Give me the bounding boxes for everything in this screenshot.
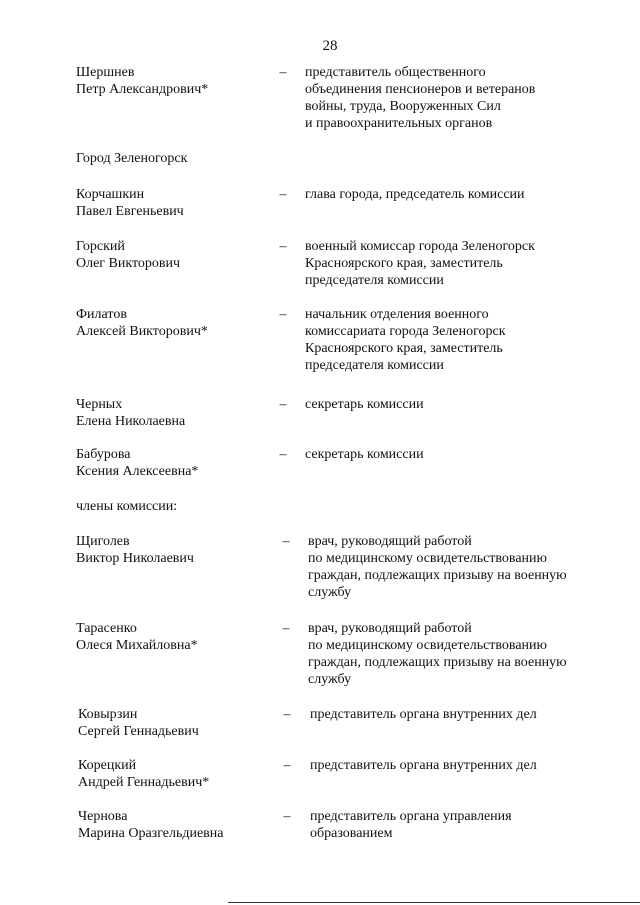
member-surname: Шершнев (76, 65, 135, 80)
member-role (305, 238, 605, 289)
dash-separator: – (283, 707, 291, 722)
member-role (305, 64, 605, 132)
member-surname: Чернова (78, 809, 128, 824)
role-line: объединения пенсионеров и ветеранов (305, 82, 536, 97)
dash-separator: – (279, 187, 287, 202)
role-line: службу (308, 672, 352, 687)
role-line: председателя комиссии (305, 273, 444, 288)
member-given-name: Андрей Геннадьевич* (78, 775, 210, 790)
member-name (78, 757, 273, 791)
role-line: войны, труда, Вооруженных Сил (305, 99, 501, 114)
role-line: представитель органа внутренних дел (310, 758, 537, 773)
page-bottom-rule (228, 902, 640, 903)
member-given-name: Марина Оразгельдиевна (78, 826, 224, 841)
role-line: представитель органа внутренних дел (310, 707, 537, 722)
member-role (310, 706, 610, 723)
role-line: по медицинскому освидетельствованию (308, 551, 548, 566)
role-line: службу (308, 585, 352, 600)
role-line: по медицинскому освидетельствованию (308, 638, 548, 653)
member-surname: Филатов (76, 307, 127, 322)
member-role (308, 620, 608, 688)
member-name (76, 446, 271, 480)
section-heading-members: члены комиссии: (76, 499, 178, 514)
member-name (76, 620, 271, 654)
member-given-name: Ксения Алексеевна* (76, 464, 199, 479)
role-line: образованием (310, 826, 393, 841)
role-line: военный комиссар города Зеленогорск (305, 239, 535, 254)
role-line: врач, руководящий работой (308, 534, 472, 549)
member-name (76, 396, 271, 430)
page-number: 28 (322, 38, 338, 54)
member-given-name: Алексей Викторович* (76, 324, 208, 339)
member-given-name: Виктор Николаевич (76, 551, 194, 566)
role-line: Красноярского края, заместитель (305, 341, 503, 356)
dash-separator: – (279, 65, 287, 80)
role-line: представитель общественного (305, 65, 486, 80)
member-surname: Бабурова (76, 447, 131, 462)
member-name (76, 533, 271, 567)
dash-separator: – (283, 809, 291, 824)
member-given-name: Павел Евгеньевич (76, 204, 184, 219)
role-line: председателя комиссии (305, 358, 444, 373)
role-line: граждан, подлежащих призыву на военную (308, 568, 567, 583)
member-role (310, 757, 610, 774)
section-heading-city: Город Зеленогорск (76, 151, 188, 166)
dash-separator: – (279, 307, 287, 322)
role-line: секретарь комиссии (305, 447, 424, 462)
role-line: начальник отделения военного (305, 307, 489, 322)
role-line: Красноярского края, заместитель (305, 256, 503, 271)
role-line: и правоохранительных органов (305, 116, 493, 131)
dash-separator: – (279, 447, 287, 462)
member-surname: Тарасенко (76, 621, 137, 636)
member-surname: Горский (76, 239, 125, 254)
member-surname: Корецкий (78, 758, 137, 773)
member-surname: Корчашкин (76, 187, 145, 202)
member-name (76, 238, 271, 272)
dash-separator: – (282, 621, 290, 636)
member-name (76, 186, 271, 220)
member-name (76, 64, 271, 98)
role-line: глава города, председатель комиссии (305, 187, 525, 202)
member-name (78, 706, 273, 740)
member-surname: Ковырзин (78, 707, 138, 722)
dash-separator: – (283, 758, 291, 773)
dash-separator: – (279, 397, 287, 412)
member-surname: Черных (76, 397, 123, 412)
member-role (305, 306, 605, 374)
member-role (305, 396, 605, 413)
member-given-name: Олег Викторович (76, 256, 181, 271)
member-given-name: Олеся Михайловна* (76, 638, 198, 653)
member-role (308, 533, 608, 601)
member-surname: Щиголев (76, 534, 130, 549)
member-name (78, 808, 273, 842)
member-role (310, 808, 610, 842)
role-line: граждан, подлежащих призыву на военную (308, 655, 567, 670)
dash-separator: – (279, 239, 287, 254)
role-line: врач, руководящий работой (308, 621, 472, 636)
role-line: секретарь комиссии (305, 397, 424, 412)
member-given-name: Петр Александрович* (76, 82, 209, 97)
member-role (305, 446, 605, 463)
member-name (76, 306, 271, 340)
member-given-name: Елена Николаевна (76, 414, 186, 429)
dash-separator: – (282, 534, 290, 549)
role-line: представитель органа управления (310, 809, 512, 824)
member-given-name: Сергей Геннадьевич (78, 724, 199, 739)
role-line: комиссариата города Зеленогорск (305, 324, 506, 339)
member-role (305, 186, 605, 203)
